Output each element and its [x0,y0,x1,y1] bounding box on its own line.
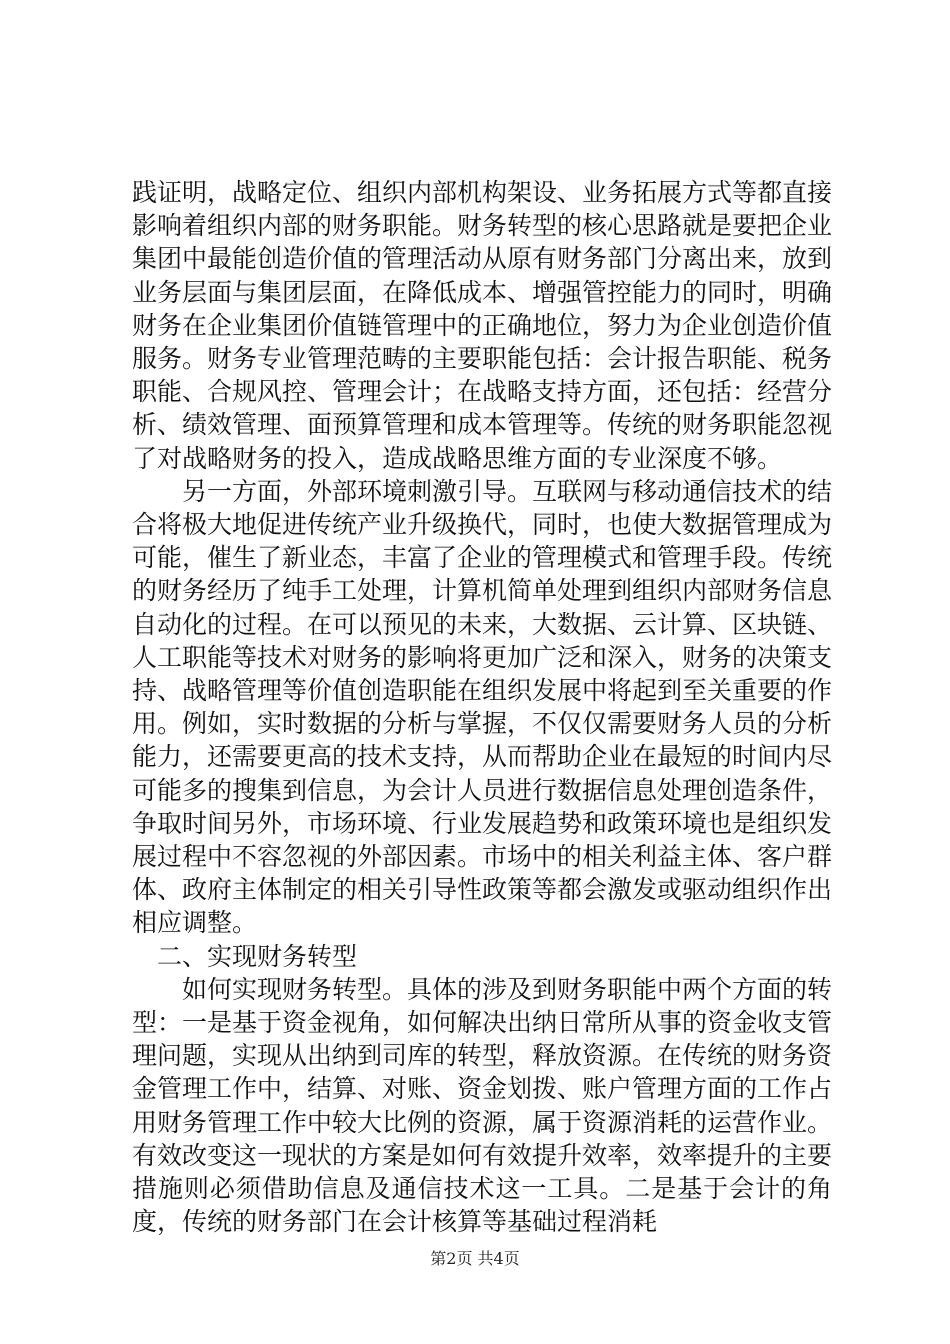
paragraph-continuation: 践证明，战略定位、组织内部机构架设、业务拓展方式等都直接影响着组织内部的财务职能。财务转型的核心思路就是要把企业集团中最能创造价值的管理活动从原有财务部门分离出来，放到业务层面与集团层面，在降低成本、增强管控能力的同时，明确财务在企业集团价值链管理中的正确地位，努力为企业创造价值服务。财务专业管理范畴的主要职能包括：会计报告职能、税务职能、合规风控、管理会计；在战略支持方面，还包括：经营分析、绩效管理、面预算管理和成本管理等。传统的财务职能忽视了对战略财务的投入，造成战略思维方面的专业深度不够。 [132,178,833,473]
page-number-footer: 第2页 共4页 [430,1249,520,1268]
document-body [132,176,832,1239]
section-heading: 二、实现财务转型 [157,941,358,971]
paragraph-transformation: 如何实现财务转型。具体的涉及到财务职能中两个方面的转型：一是基于资金视角，如何解决出纳日常所从事的资金收支管理问题，实现从出纳到司库的转型，释放资源。在传统的财务资金管理工作中，结算、对账、资金划拨、账户管理方面的工作占用财务管理工作中较大比例的资源，属于资源消耗的运营作业。有效改变这一现状的方案是如何有效提升效率，效率提升的主要措施则必须借助信息及通信技术这一工具。二是基于会计的角度，传统的财务部门在会计核算等基础过程消耗 [132,974,833,1237]
paragraph-external-environment: 另一方面，外部环境刺激引导。互联网与移动通信技术的结合将极大地促进传统产业升级换代，同时，也使大数据管理成为可能，催生了新业态，丰富了企业的管理模式和管理手段。传统的财务经历了纯手工处理，计算机简单处理到组织内部财务信息自动化的过程。在可以预见的未来，大数据、云计算、区块链、人工职能等技术对财务的影响将更加广泛和深入，财务的决策支持、战略管理等价值创造职能在组织发展中将起到至关重要的作用。例如，实时数据的分析与掌握，不仅仅需要财务人员的分析能力，还需要更高的技术支持，从而帮助企业在最短的时间内尽可能多的搜集到信息，为会计人员进行数据信息处理创造条件，争取时间另外，市场环境、行业发展趋势和政策环境也是组织发展过程中不容忽视的外部因素。市场中的相关利益主体、客户群体、政府主体制定的相关引导性政策等都会激发或驱动组织作出相应调整。 [132,476,833,938]
